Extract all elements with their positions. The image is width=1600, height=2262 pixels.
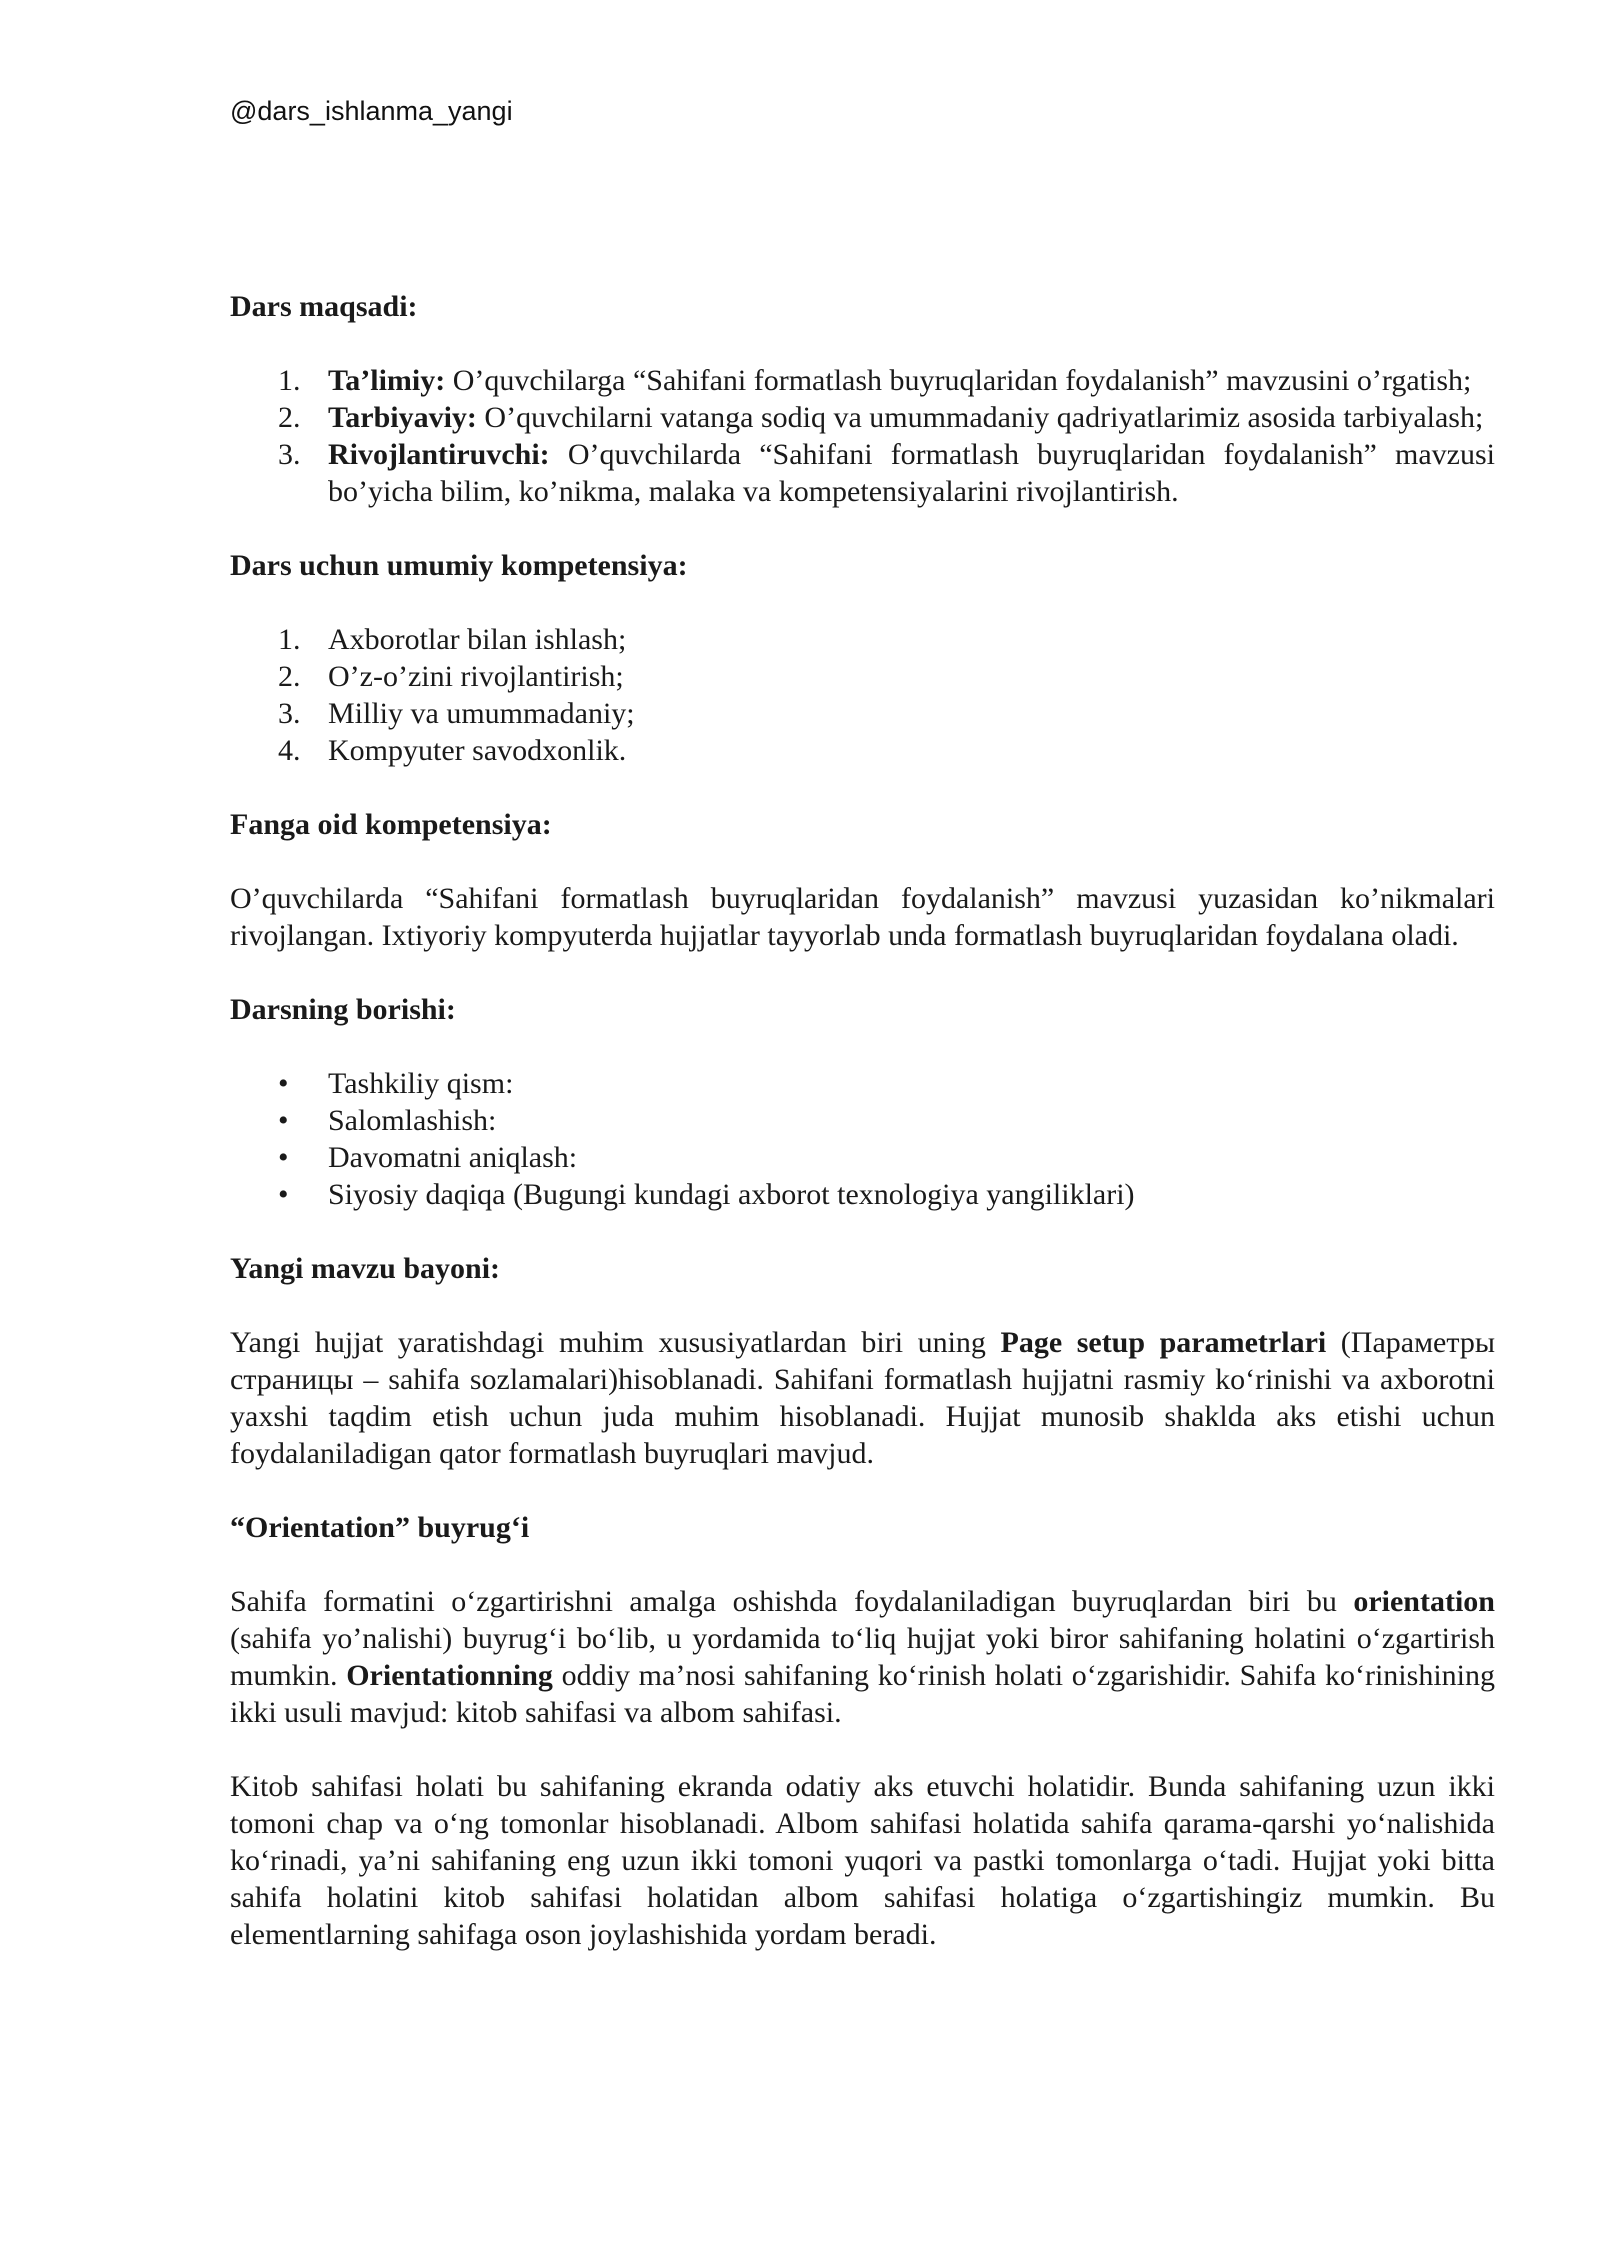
list-item-text: Milliy va umummadaniy; bbox=[328, 697, 635, 730]
list-item bbox=[278, 695, 1495, 732]
list-number: 3. bbox=[278, 697, 301, 730]
maqsad-list bbox=[230, 362, 1495, 510]
list-item-text: Davomatni aniqlash: bbox=[328, 1141, 578, 1174]
header-handle: @dars_ishlanma_yangi bbox=[230, 96, 513, 126]
paragraph-orientation-2: Kitob sahifasi holati bu sahifaning ekranda odatiy aks etuvchi holatidir. Bunda sahifaning uzun ikki tomoni chap va o‘ng tomonlar hisoblanadi. Albom sahifasi holatida sahifa qarama-qarshi yo‘nalishida ko‘rinadi, ya’ni sahifaning eng uzun ikki tomoni yuqori va pastki tomonlarga o‘tadi. Hujjat yoki bitta sahifa holatini kitob sahifasi holatidan albom sahifasi holatiga o‘zgartishingiz mumkin. Bu elementlarning sahifaga oson joylashishida yordam beradi. bbox=[230, 1770, 1495, 1951]
heading-dars-maqsadi: Dars maqsadi: bbox=[230, 290, 418, 323]
list-number: 3. bbox=[278, 438, 301, 471]
heading-fanga-oid: Fanga oid kompetensiya: bbox=[230, 808, 552, 841]
heading-orientation: “Orientation” buyrug‘i bbox=[230, 1511, 530, 1544]
heading-umumiy-kompetensiya: Dars uchun umumiy kompetensiya: bbox=[230, 549, 688, 582]
paragraph-fanga-oid: O’quvchilarda “Sahifani formatlash buyruqlaridan foydalanish” mavzusi yuzasidan ko’nikmalari rivojlangan. Ixtiyoriy kompyuterda hujjatlar tayyorlab unda formatlash buyruqlaridan foydalana oladi. bbox=[230, 882, 1495, 952]
list-item-text: Axborotlar bilan ishlash; bbox=[328, 623, 627, 656]
text-run-bold: orientation bbox=[1353, 1585, 1495, 1618]
list-item bbox=[278, 1065, 1495, 1102]
text-run-bold: Orientationning bbox=[346, 1659, 553, 1692]
list-item-label: Rivojlantiruvchi: bbox=[328, 438, 550, 471]
list-item bbox=[278, 436, 1495, 510]
paragraph-orientation-1 bbox=[230, 1583, 1495, 1731]
list-number: 1. bbox=[278, 364, 301, 397]
list-item-text: Siyosiy daqiqa (Bugungi kundagi axborot texnologiya yangiliklari) bbox=[328, 1178, 1135, 1211]
text-run: (Параметры страницы – sahifa sozlamalari)hisoblanadi. Sahifani formatlash hujjatni rasmiy ko‘rinishi va axborotni yaxshi taqdim etish uchun juda muhim hisoblanadi. Hujjat munosib shaklda aks etishi uchun foydalaniladigan qator formatlash buyruqlari mavjud. bbox=[230, 1326, 1496, 1470]
text-run: Sahifa formatini o‘zgartirishni amalga oshishda foydalaniladigan buyruqlardan biri bu bbox=[230, 1585, 1354, 1618]
list-item bbox=[278, 362, 1495, 399]
list-item-text: Tashkiliy qism: bbox=[328, 1067, 514, 1100]
list-item bbox=[278, 621, 1495, 658]
text-run-bold: Page setup parametrlari bbox=[1000, 1326, 1327, 1359]
paragraph-yangi-mavzu bbox=[230, 1324, 1495, 1472]
list-item-label: Ta’limiy: bbox=[328, 364, 446, 397]
list-number: 2. bbox=[278, 660, 301, 693]
list-item-text: Salomlashish: bbox=[328, 1104, 497, 1137]
list-item-text: Kompyuter savodxonlik. bbox=[328, 734, 627, 767]
list-number: 4. bbox=[278, 734, 301, 767]
list-number: 2. bbox=[278, 401, 301, 434]
text-run: Yangi hujjat yaratishdagi muhim xususiyatlardan biri uning bbox=[230, 1326, 1001, 1359]
list-item bbox=[278, 658, 1495, 695]
document-body bbox=[230, 288, 1495, 1990]
list-item bbox=[278, 732, 1495, 769]
bullet-icon: • bbox=[278, 1067, 289, 1100]
bullet-icon: • bbox=[278, 1104, 289, 1137]
list-item-label: Tarbiyaviy: bbox=[328, 401, 477, 434]
list-item bbox=[278, 399, 1495, 436]
text-run: (sahifa yo’nalishi) buyrug‘i bo‘lib, u yordamida to‘liq hujjat yoki biror sahifaning holatini o‘zgartirish mumkin. bbox=[230, 1622, 1495, 1692]
list-item bbox=[278, 1102, 1495, 1139]
list-number: 1. bbox=[278, 623, 301, 656]
heading-yangi-mavzu: Yangi mavzu bayoni: bbox=[230, 1252, 501, 1285]
bullet-icon: • bbox=[278, 1141, 289, 1174]
list-item-text: O’quvchilarda “Sahifani formatlash buyruqlaridan foydalanish” mavzusi bo’yicha bilim, ko’nikma, malaka va kompetensiyalarini rivojlantirish. bbox=[328, 438, 1495, 508]
text-run: oddiy ma’nosi sahifaning ko‘rinish holati o‘zgarishidir. Sahifa ko‘rinishining ikki usuli mavjud: kitob sahifasi va albom sahifasi. bbox=[230, 1659, 1495, 1729]
list-item bbox=[278, 1176, 1495, 1213]
bullet-icon: • bbox=[278, 1178, 289, 1211]
list-item-text: O’quvchilarni vatanga sodiq va umummadaniy qadriyatlarimiz asosida tarbiyalash; bbox=[476, 401, 1484, 434]
list-item-text: O’z-o’zini rivojlantirish; bbox=[328, 660, 624, 693]
heading-darsning-borishi: Darsning borishi: bbox=[230, 993, 456, 1026]
list-item bbox=[278, 1139, 1495, 1176]
list-item-text: O’quvchilarga “Sahifani formatlash buyruqlaridan foydalanish” mavzusini o’rgatish; bbox=[445, 364, 1472, 397]
borishi-list bbox=[230, 1065, 1495, 1213]
umumiy-list bbox=[230, 621, 1495, 769]
